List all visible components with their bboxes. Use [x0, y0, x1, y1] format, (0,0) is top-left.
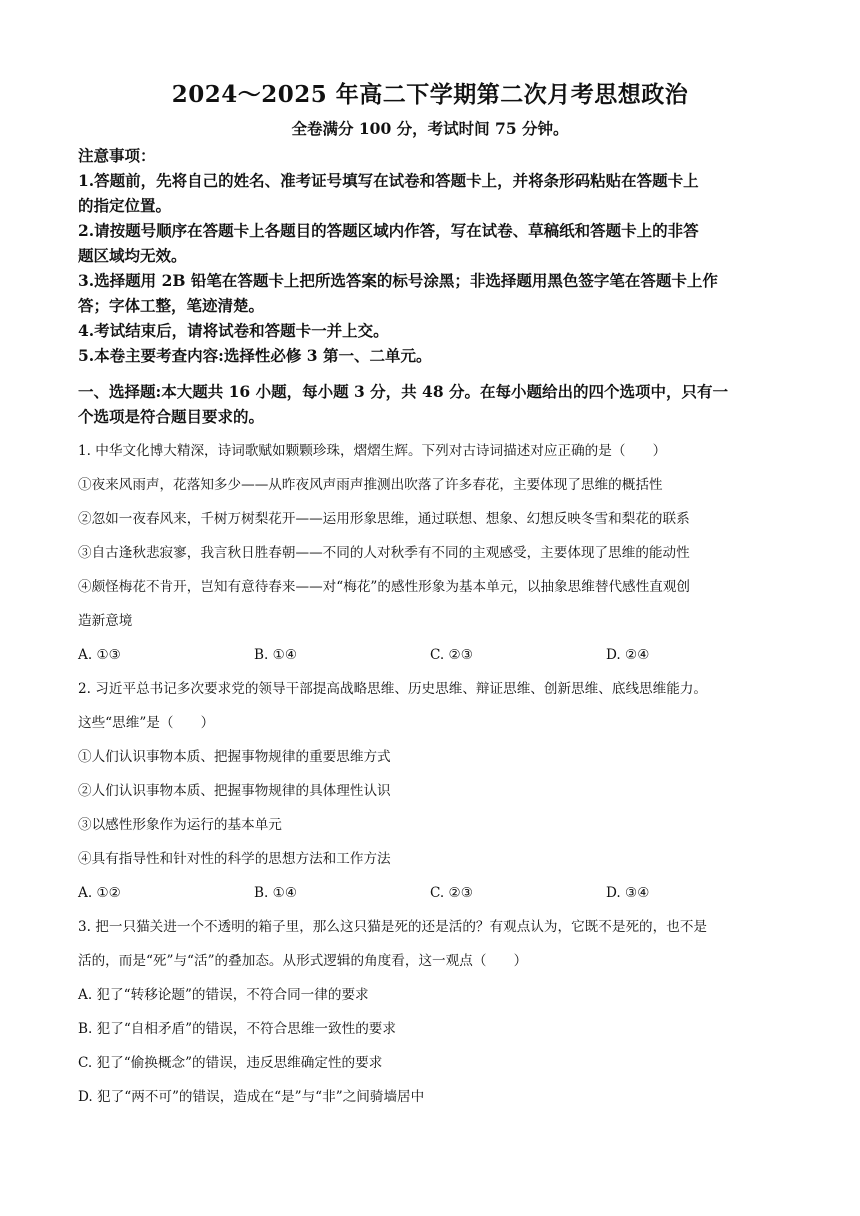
- q1-option-d: D. ②④: [606, 647, 650, 663]
- questions: [78, 434, 788, 1114]
- notes-heading: 注意事项：: [78, 146, 156, 165]
- notes-line: 3.选择题用 2B 铅笔在答题卡上把所选答案的标号涂黑；非选择题用黑色签字笔在答题卡上作: [78, 271, 718, 290]
- q1-statement-4: ④颇怪梅花不肯开，岂知有意待春来——对“梅花”的感性形象为基本单元，以抽象思维替代感性直观创: [78, 579, 691, 595]
- section-line: 个选项是符合题目要求的。: [78, 407, 265, 426]
- q2-options: [78, 876, 788, 910]
- q2-stem-cont: 这些“思维”是（ ）: [78, 715, 215, 731]
- notes-line: 答；字体工整，笔迹清楚。: [78, 296, 265, 315]
- q1-options: [78, 638, 788, 672]
- notes-line: 题区域均无效。: [78, 246, 187, 265]
- notes-line: 的指定位置。: [78, 196, 172, 215]
- notes-line: 2.请按题号顺序在答题卡上各题目的答题区域内作答，写在试卷、草稿纸和答题卡上的非答: [78, 221, 699, 240]
- q2-option-b: B. ①④: [254, 885, 298, 901]
- q3-option-d: D. 犯了“两不可”的错误，造成在“是”与“非”之间骑墙居中: [78, 1089, 425, 1105]
- q3-option-b: B. 犯了“自相矛盾”的错误，不符合思维一致性的要求: [78, 1021, 396, 1037]
- q1-statement-4-cont: 造新意境: [78, 613, 133, 629]
- notes-line: 4.考试结束后，请将试卷和答题卡一并上交。: [78, 321, 389, 340]
- section-heading: [78, 379, 786, 429]
- q1-stem: 1. 中华文化博大精深，诗词歌赋如颗颗珍珠，熠熠生辉。下列对古诗词描述对应正确的是（ ）: [78, 443, 667, 459]
- q1-statement-2: ②忽如一夜春风来，千树万树梨花开——运用形象思维，通过联想、想象、幻想反映冬雪和梨花的联系: [78, 511, 690, 527]
- q2-statement-3: ③以感性形象作为运行的基本单元: [78, 817, 282, 833]
- q2-option-c: C. ②③: [430, 885, 473, 901]
- q1-option-c: C. ②③: [430, 647, 473, 663]
- q2-statement-2: ②人们认识事物本质、把握事物规律的具体理性认识: [78, 783, 391, 799]
- page-title: 2024～2025 年高二下学期第二次月考思想政治: [171, 81, 689, 108]
- q1-statement-1: ①夜来风雨声，花落知多少——从昨夜风声雨声推测出吹落了许多春花，主要体现了思维的概括性: [78, 477, 663, 493]
- page-subtitle: 全卷满分 100 分，考试时间 75 分钟。: [291, 119, 569, 138]
- notes-block: [78, 143, 786, 368]
- q1-statement-3: ③自古逢秋悲寂寥，我言秋日胜春朝——不同的人对秋季有不同的主观感受，主要体现了思维的能动性: [78, 545, 690, 561]
- notes-line: 1.答题前，先将自己的姓名、准考证号填写在试卷和答题卡上，并将条形码粘贴在答题卡上: [78, 171, 699, 190]
- q2-statement-1: ①人们认识事物本质、把握事物规律的重要思维方式: [78, 749, 391, 765]
- q1-option-b: B. ①④: [254, 647, 298, 663]
- q3-option-c: C. 犯了“偷换概念”的错误，违反思维确定性的要求: [78, 1055, 383, 1071]
- q2-option-d: D. ③④: [606, 885, 650, 901]
- q3-option-a: A. 犯了“转移论题”的错误，不符合同一律的要求: [78, 987, 369, 1003]
- q2-option-a: A. ①②: [78, 885, 121, 901]
- q3-stem: 3. 把一只猫关进一个不透明的箱子里，那么这只猫是死的还是活的？有观点认为，它既不是死的，也不是: [78, 919, 708, 935]
- q2-statement-4: ④具有指导性和针对性的科学的思想方法和工作方法: [78, 851, 391, 867]
- notes-line: 5.本卷主要考查内容:选择性必修 3 第一、二单元。: [78, 346, 432, 365]
- q2-stem: 2. 习近平总书记多次要求党的领导干部提高战略思维、历史思维、辩证思维、创新思维、底线思维能力。: [78, 681, 708, 697]
- q3-stem-cont: 活的，而是“死”与“活”的叠加态。从形式逻辑的角度看，这一观点（ ）: [78, 953, 528, 969]
- section-line: 一、选择题:本大题共 16 小题，每小题 3 分，共 48 分。在每小题给出的四个选项中，只有一: [78, 382, 729, 401]
- q1-option-a: A. ①③: [78, 647, 121, 663]
